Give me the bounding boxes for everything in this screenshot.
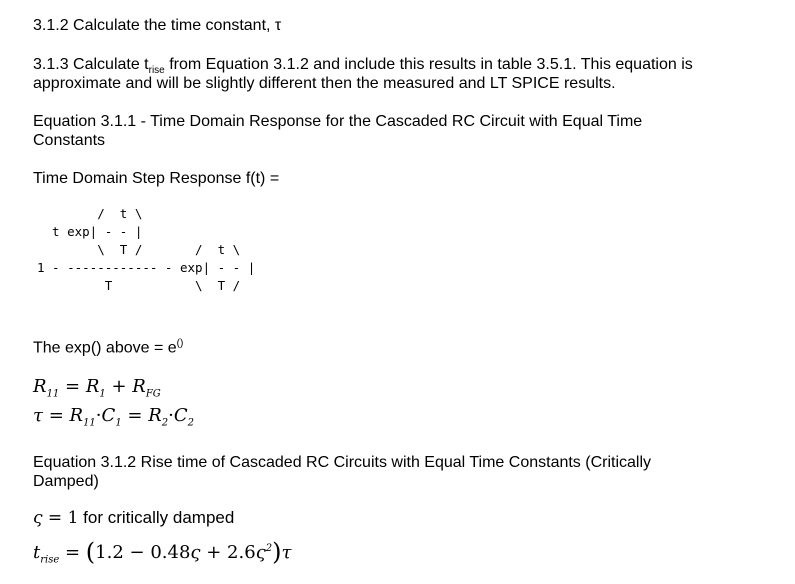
r1-symbol: R	[85, 376, 100, 397]
dot-operator-2: ·	[168, 405, 174, 426]
equals-sign-trise: =	[59, 542, 86, 563]
zeta-symbol-1: ς	[190, 542, 201, 563]
equation-tau	[33, 405, 194, 429]
ascii-line-2: t exp| - - |	[37, 224, 143, 239]
equals-sign-1: =	[42, 405, 70, 426]
squared-exponent: 2	[265, 543, 273, 554]
c2-symbol: C	[173, 405, 188, 426]
equation-3-1-1-title-cont: Constants	[33, 132, 106, 149]
ascii-line-3: \ T / / t \	[37, 242, 241, 257]
c1-symbol: C	[101, 405, 116, 426]
equation-3-1-2-title-cont: Damped)	[33, 473, 99, 490]
exp-note-exponent: ()	[176, 338, 184, 349]
tau-symbol: τ	[33, 405, 43, 426]
c1-subscript: 1	[115, 417, 122, 429]
critically-damped-text: for critically damped	[78, 508, 235, 527]
equation-3-1-2-title-line1	[33, 453, 651, 472]
one-value: 1	[67, 508, 79, 528]
section-3-1-3-line2	[33, 74, 616, 93]
dot-operator-1: ·	[95, 405, 102, 426]
rfg-symbol: R	[132, 376, 146, 397]
coef-0-48: 0.48	[150, 542, 191, 563]
plus-sign-trise: +	[200, 542, 228, 563]
equation-r11	[33, 376, 161, 400]
equation-3-1-2-title: Equation 3.1.2 Rise time of Cascaded RC Circuits with Equal Time Constants (Critically	[33, 454, 652, 471]
rise-sub: rise	[40, 554, 60, 566]
r11-symbol: R	[33, 376, 47, 397]
r11-subscript: 11	[46, 388, 60, 400]
equals-sign: =	[59, 376, 86, 397]
zeta-symbol: ς	[33, 508, 43, 528]
section-3-1-2	[33, 16, 281, 35]
r2-subscript: 2	[161, 417, 169, 429]
ascii-line-4: 1 - ------------ - exp| - - |	[37, 260, 256, 275]
equation-3-1-1-title-line1	[33, 112, 642, 131]
tau-symbol-trise: τ	[281, 542, 292, 563]
r11-symbol-2: R	[69, 405, 84, 426]
exp-note	[33, 334, 183, 357]
section-3-1-3-text-rest: from Equation 3.1.2 and include this results in table 3.5.1. This equation is	[164, 56, 693, 73]
equals-sign-2: =	[121, 405, 149, 426]
exp-note-text: The exp() above = e	[33, 339, 177, 357]
equation-3-1-2-title-line2	[33, 472, 99, 491]
coef-1-2: 1.2	[95, 542, 124, 563]
step-response-text: Time Domain Step Response f(t) =	[33, 170, 280, 187]
coef-2-6: 2.6	[227, 542, 256, 563]
section-3-1-2-text: 3.1.2 Calculate the time constant, τ	[33, 17, 282, 34]
trise-equation	[33, 538, 292, 566]
ascii-line-1: / t \	[37, 206, 143, 221]
right-paren: )	[272, 538, 282, 566]
section-3-1-3-text: 3.1.3 Calculate t	[33, 56, 149, 73]
r11-subscript-2: 11	[83, 417, 96, 429]
rfg-subscript: FG	[145, 388, 161, 400]
ascii-line-5: T \ T /	[37, 278, 241, 293]
left-paren: (	[85, 538, 96, 566]
r2-symbol: R	[148, 405, 162, 426]
plus-sign: +	[105, 376, 133, 397]
equation-3-1-1-title: Equation 3.1.1 - Time Domain Response for the Cascaded RC Circuit with Equal Time	[33, 113, 643, 130]
t-symbol: t	[33, 542, 41, 563]
zeta-line	[33, 508, 234, 528]
r1-subscript: 1	[99, 388, 106, 400]
rise-subscript: rise	[148, 65, 165, 77]
equation-3-1-1-title-line2	[33, 131, 105, 150]
c2-subscript: 2	[187, 417, 195, 429]
section-3-1-3-text-line2: approximate and will be slightly different then the measured and LT SPICE results.	[33, 75, 616, 92]
equals-sign-zeta: =	[42, 508, 68, 528]
minus-sign: −	[123, 542, 151, 563]
zeta-symbol-2: ς	[255, 542, 266, 563]
step-response-label	[33, 169, 279, 188]
